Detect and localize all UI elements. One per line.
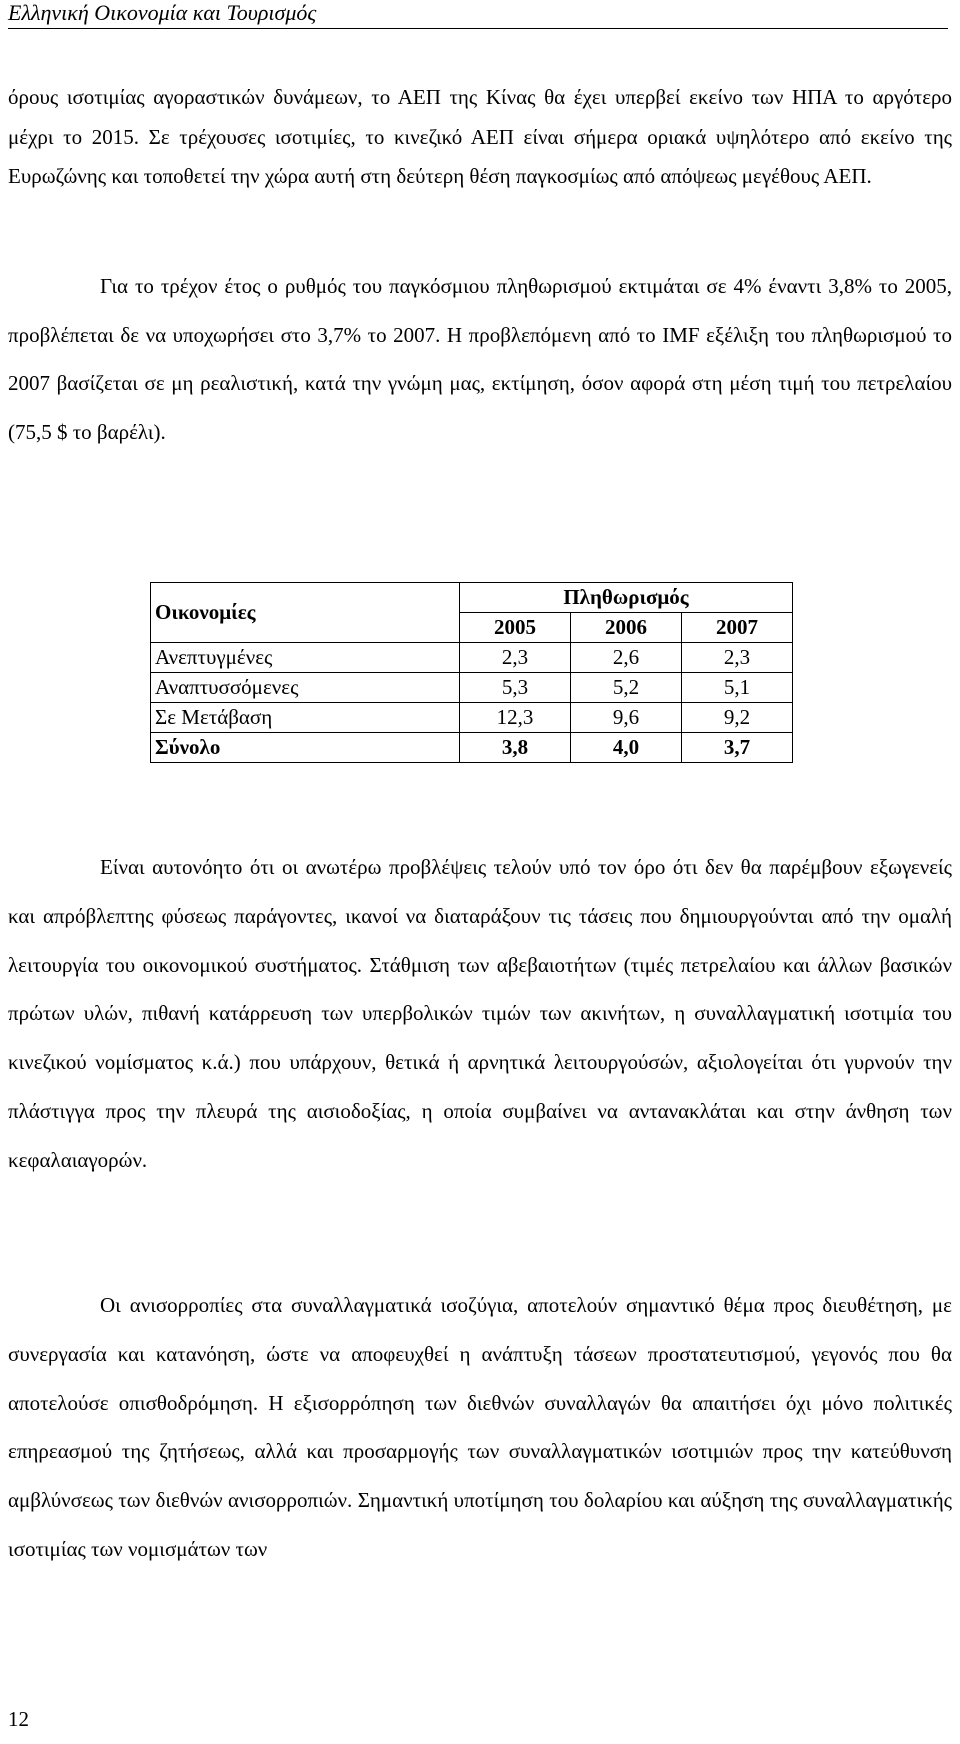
year-header: 2005 [460,613,571,643]
table-total-row [151,733,793,763]
economies-header: Οικονομίες [151,583,460,643]
table-cell: 5,1 [682,673,793,703]
paragraph-3: Είναι αυτονόητο ότι οι ανωτέρω προβλέψεις τελούν υπό τον όρο ότι δεν θα παρέμβουν εξωγενείς και απρόβλεπτης φύσεως παράγοντες, ικανοί να διαταράξουν τις τάσεις που δημιουργούνται από την ομαλή λειτουργία του οικονομικού συστήματος. Στάθμιση των αβεβαιοτήτων (τιμές πετρελαίου και άλλων βασικών πρώτων υλών, πιθανή κατάρρευση των υπερβολικών τιμών των ακινήτων, η συναλλαγματική ισοτιμία του κινεζικού νομίσματος κ.ά.) που υπάρχουν, θετικά ή αρνητικά λειτουργούσών, αξιολογείται ότι γυρνούν την πλάστιγγα προς την πλευρά της αισιοδοξίας, η οποία συμβαίνει να αντανακλάται και στην άνθηση των κεφαλαιαγορών. [8,855,952,1172]
table-header-row [151,583,793,613]
table-row [151,703,793,733]
table-cell: 2,3 [460,643,571,673]
table-cell: 3,8 [460,733,571,763]
table-cell: 12,3 [460,703,571,733]
row-label: Σε Μετάβαση [151,703,460,733]
paragraph-2: Για το τρέχον έτος ο ρυθμός του παγκόσμιου πληθωρισμού εκτιμάται σε 4% έναντι 3,8% το 2005, προβλέπεται δε να υποχωρήσει στο 3,7% το 2007. Η προβλεπόμενη από το IMF εξέλιξη του πληθωρισμού το 2007 βασίζεται σε μη ρεαλιστική, κατά την γνώμη μας, εκτίμηση, όσον αφορά στη μέση τιμή του πετρελαίου (75,5 $ το βαρέλι). [8,274,952,444]
table-cell: 9,2 [682,703,793,733]
page-number: 12 [8,1707,29,1731]
year-header: 2006 [571,613,682,643]
row-label: Ανεπτυγμένες [151,643,460,673]
table-cell: 9,6 [571,703,682,733]
running-header: Ελληνική Οικονομία και Τουρισμός [8,0,948,29]
table-cell: 5,2 [571,673,682,703]
table-cell: 2,6 [571,643,682,673]
paragraph-1: όρους ισοτιμίας αγοραστικών δυνάμεων, το ΑΕΠ της Κίνας θα έχει υπερβεί εκείνο των ΗΠΑ το αργότερο μέχρι το 2015. Σε τρέχουσες ισοτιμίες, το κινεζικό ΑΕΠ είναι σήμερα οριακά υψηλότερο από εκείνο της Ευρωζώνης και τοποθετεί την χώρα αυτή στη δεύτερη θέση παγκοσμίως από απόψεως μεγέθους ΑΕΠ. [8,85,952,188]
row-label: Αναπτυσσόμενες [151,673,460,703]
table-cell: 2,3 [682,643,793,673]
inflation-table [150,582,793,763]
paragraph-4: Οι ανισορροπίες στα συναλλαγματικά ισοζύγια, αποτελούν σημαντικό θέμα προς διευθέτηση, με συνεργασία και κατανόηση, ώστε να αποφευχθεί η ανάπτυξη τάσεων προστατευτισμού, γεγονός που θα αποτελούσε οπισθοδρόμηση. Η εξισορρόπηση των διεθνών συναλλαγών θα απαιτήσει όχι μόνο πολιτικές επηρεασμού της ζητήσεως, αλλά και προσαρμογής των συναλλαγματικών ισοτιμιών προς την κατεύθυνση αμβλύνσεως των διεθνών ανισορροπιών. Σημαντική υποτίμηση του δολαρίου και αύξηση της συναλλαγματικής ισοτιμίας των νομισμάτων των [8,1293,952,1561]
row-label: Σύνολο [151,733,460,763]
table-row [151,673,793,703]
table-cell: 4,0 [571,733,682,763]
year-header: 2007 [682,613,793,643]
table-cell: 5,3 [460,673,571,703]
inflation-header: Πληθωρισμός [460,583,793,613]
table-cell: 3,7 [682,733,793,763]
table-row [151,643,793,673]
